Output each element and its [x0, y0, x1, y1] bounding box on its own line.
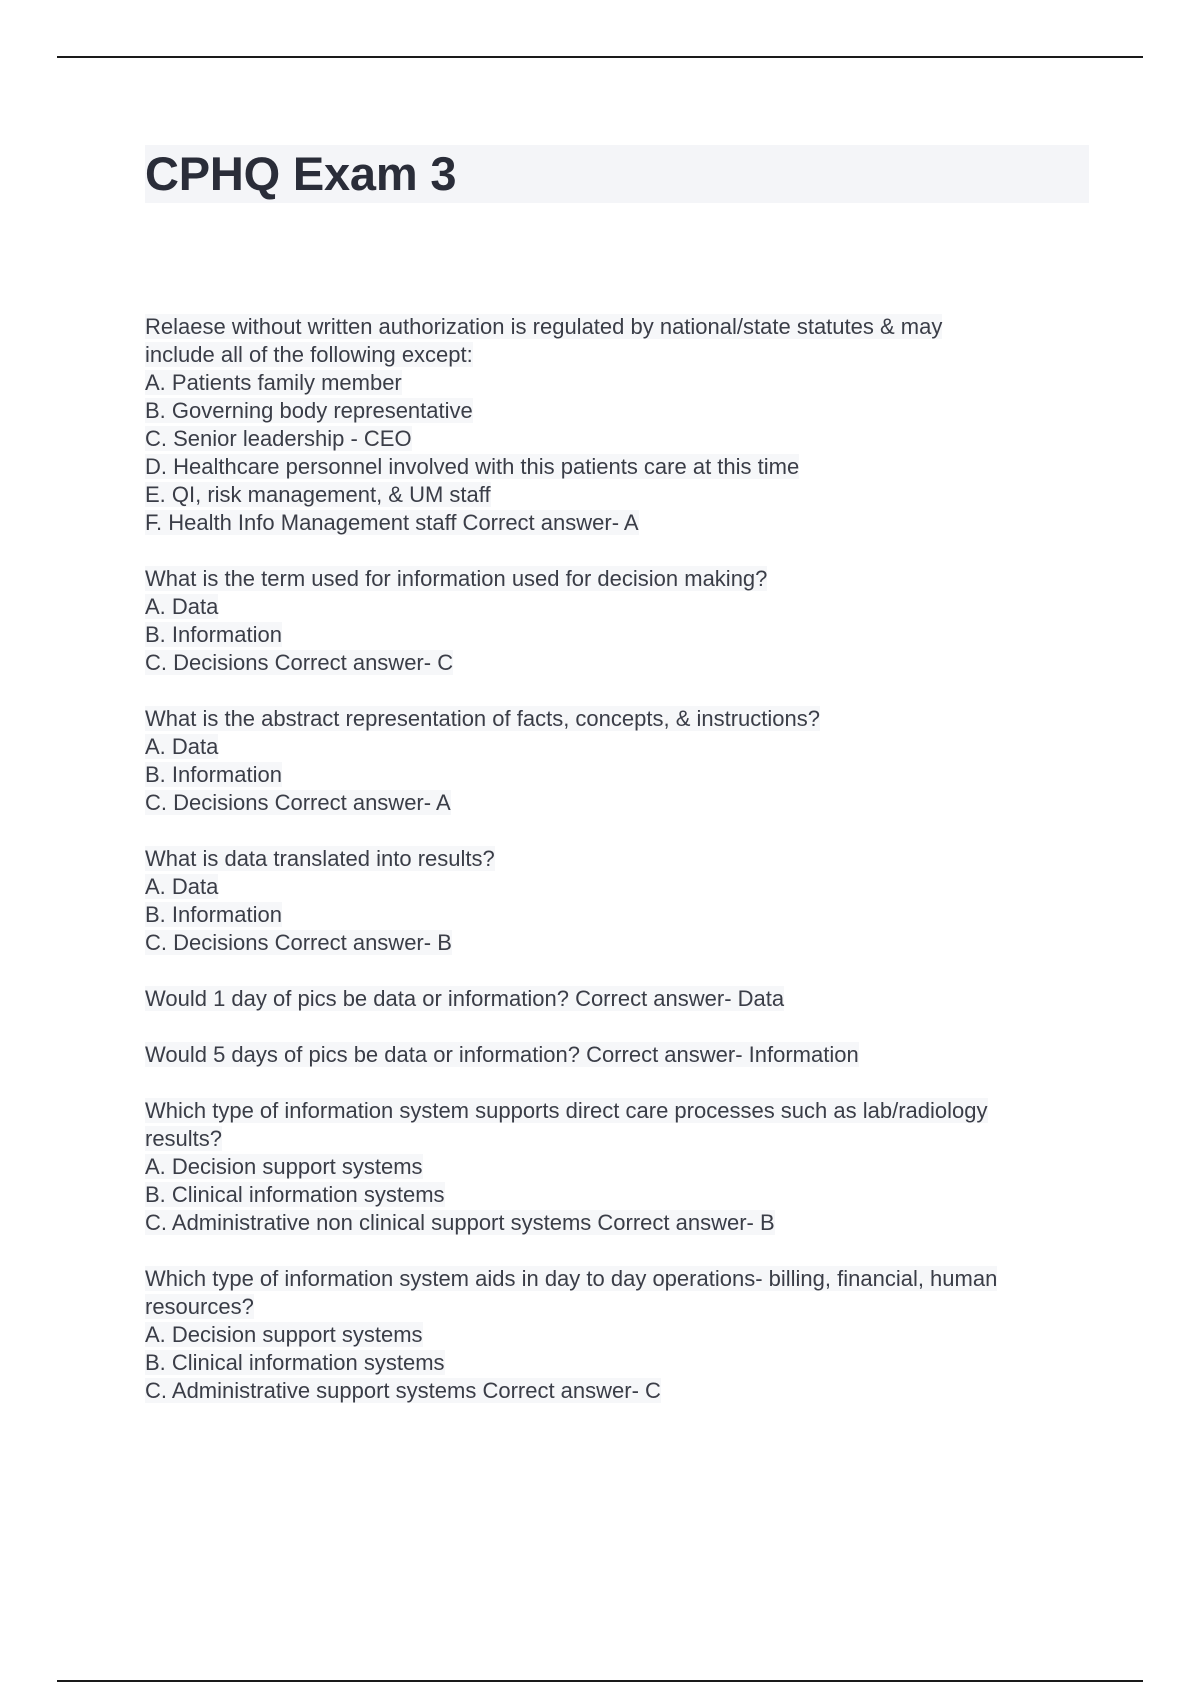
answer-option: C. Decisions Correct answer- A — [145, 790, 451, 815]
question-block — [145, 565, 1095, 677]
answer-option: B. Information — [145, 902, 282, 927]
question-line: Would 1 day of pics be data or information? Correct answer- Data — [145, 986, 785, 1011]
question-block — [145, 1041, 1095, 1069]
question-list — [145, 313, 1095, 1433]
answer-option: A. Decision support systems — [145, 1154, 423, 1179]
question-line: resources? — [145, 1294, 254, 1319]
top-divider — [57, 56, 1143, 58]
answer-option: C. Administrative support systems Correct answer- C — [145, 1378, 661, 1403]
question-line: What is the term used for information used for decision making? — [145, 566, 768, 591]
bottom-divider — [57, 1680, 1143, 1682]
answer-option: C. Administrative non clinical support systems Correct answer- B — [145, 1210, 775, 1235]
question-line: include all of the following except: — [145, 342, 473, 367]
question-block — [145, 705, 1095, 817]
answer-option: A. Data — [145, 734, 219, 759]
answer-option: F. Health Info Management staff Correct answer- A — [145, 510, 639, 535]
question-block — [145, 313, 1095, 537]
answer-option: A. Data — [145, 874, 219, 899]
question-line: What is the abstract representation of facts, concepts, & instructions? — [145, 706, 820, 731]
question-line: Which type of information system supports direct care processes such as lab/radiology — [145, 1098, 988, 1123]
question-block — [145, 985, 1095, 1013]
answer-option: C. Decisions Correct answer- C — [145, 650, 454, 675]
answer-option: B. Clinical information systems — [145, 1182, 445, 1207]
question-block — [145, 1265, 1095, 1405]
answer-option: B. Information — [145, 622, 282, 647]
answer-option: B. Clinical information systems — [145, 1350, 445, 1375]
question-block — [145, 845, 1095, 957]
answer-option: C. Decisions Correct answer- B — [145, 930, 452, 955]
answer-option: A. Patients family member — [145, 370, 402, 395]
answer-option: D. Healthcare personnel involved with this patients care at this time — [145, 454, 800, 479]
answer-option: B. Information — [145, 762, 282, 787]
answer-option: C. Senior leadership - CEO — [145, 426, 412, 451]
question-block — [145, 1097, 1095, 1237]
question-line: Relaese without written authorization is regulated by national/state statutes & may — [145, 314, 943, 339]
answer-option: A. Decision support systems — [145, 1322, 423, 1347]
page-title: CPHQ Exam 3 — [145, 147, 457, 200]
question-line: What is data translated into results? — [145, 846, 495, 871]
question-line: Would 5 days of pics be data or information? Correct answer- Information — [145, 1042, 859, 1067]
question-line: results? — [145, 1126, 223, 1151]
answer-option: E. QI, risk management, & UM staff — [145, 482, 491, 507]
answer-option: A. Data — [145, 594, 219, 619]
answer-option: B. Governing body representative — [145, 398, 473, 423]
question-line: Which type of information system aids in day to day operations- billing, financial, human — [145, 1266, 998, 1291]
